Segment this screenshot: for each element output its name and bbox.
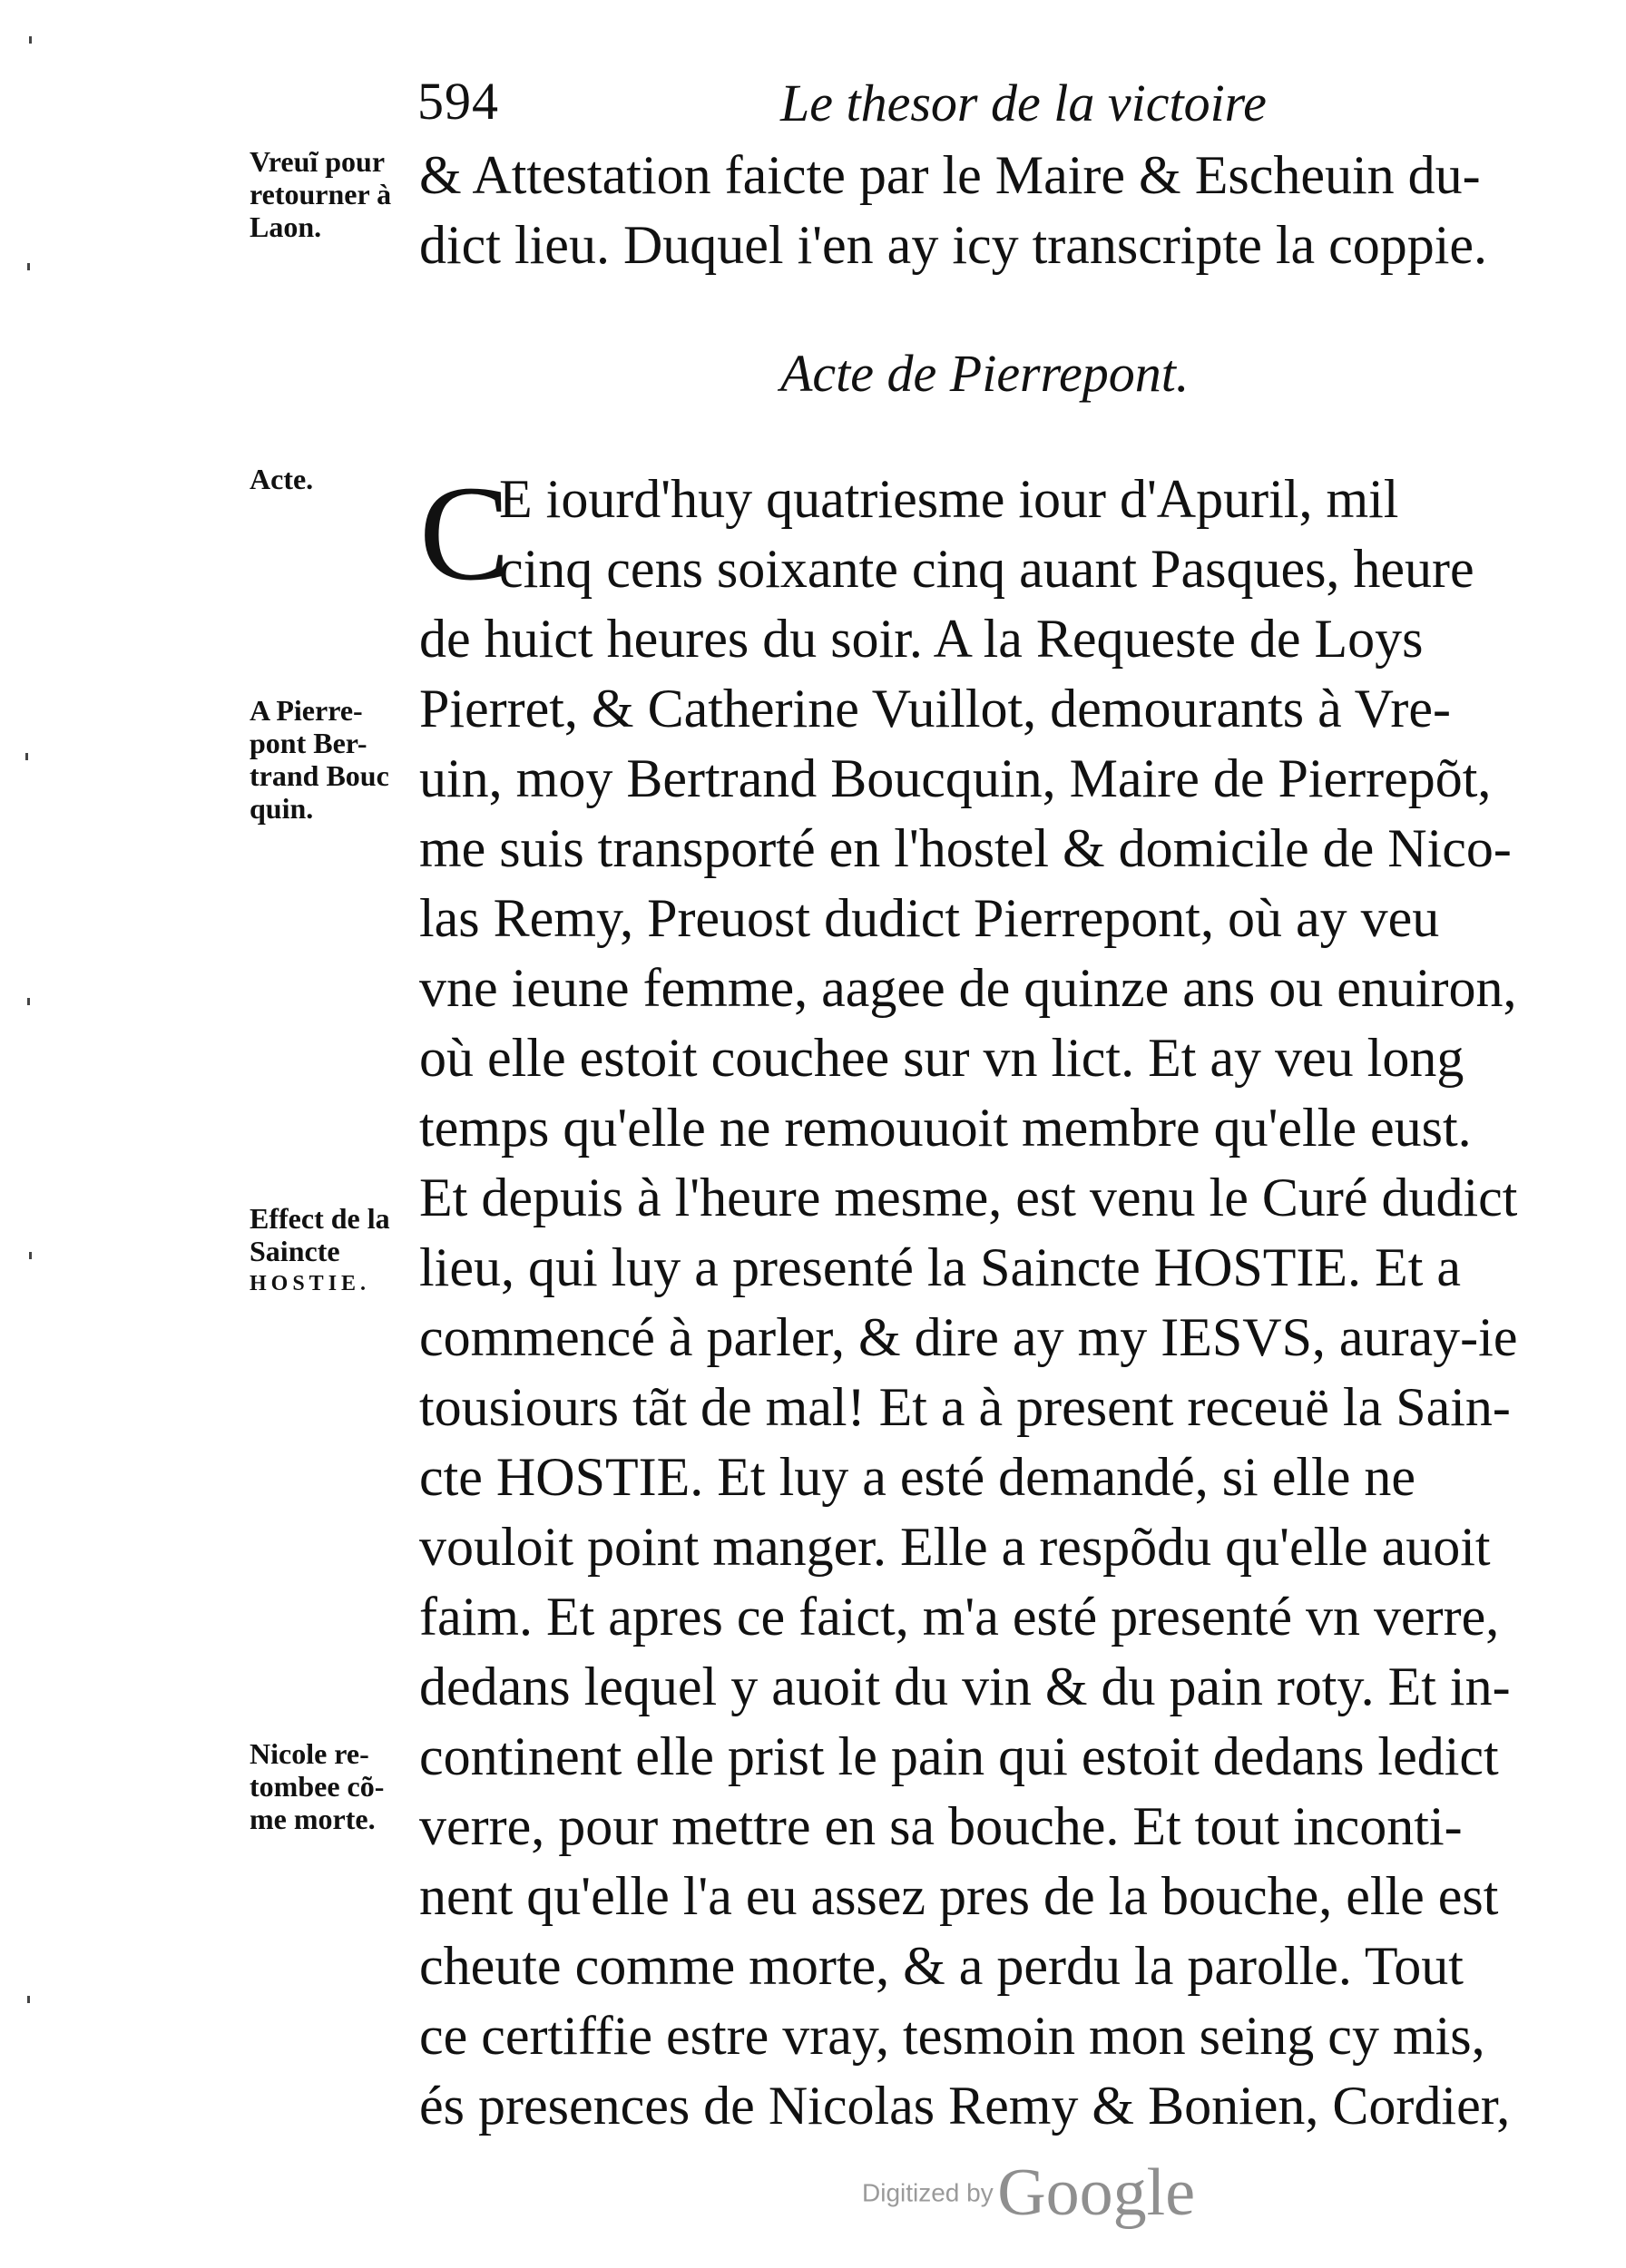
text-line: vouloit point manger. Elle a respõdu qu'elle auoit — [419, 1517, 1491, 1577]
text-line: où elle estoit couchee sur vn lict. Et ay veu long — [419, 1028, 1464, 1088]
text-line: me suis transporté en l'hostel & domicile de Nico- — [419, 818, 1512, 878]
text-line: las Remy, Preuost dudict Pierrepont, où ay veu — [419, 888, 1440, 948]
text-line: temps qu'elle ne remouuoit membre qu'elle eust. — [419, 1098, 1472, 1158]
scan-speck — [27, 263, 30, 270]
text-line: lieu, qui luy a presenté la Saincte HOSTIE. Et a — [419, 1237, 1461, 1297]
running-title: Le thesor de la victoire — [780, 73, 1267, 132]
margin-note-nicole: Nicole re- tombee cõ- me morte. — [250, 1737, 385, 1835]
text-line: dict lieu. Duquel i'en ay icy transcripte la coppie. — [419, 215, 1488, 275]
margin-note-pierrepont: A Pierre- pont Ber- trand Bouc quin. — [250, 694, 389, 825]
text-line: uin, moy Bertrand Boucquin, Maire de Pierrepõt, — [419, 748, 1492, 808]
digitized-watermark — [862, 2155, 1195, 2232]
scan-speck — [27, 1996, 30, 2003]
text-line: tousiours tãt de mal! Et a à present receuë la Sain- — [419, 1377, 1511, 1437]
margin-note-acte: Acte. — [250, 463, 314, 495]
text-line: commencé à parler, & dire ay my IESVS, auray-ie — [419, 1307, 1517, 1367]
text-line: cheute comme morte, & a perdu la parolle. Tout — [419, 1936, 1464, 1996]
text-line: cte HOSTIE. Et luy a esté demandé, si elle ne — [419, 1447, 1415, 1507]
text-line: & Attestation faicte par le Maire & Escheuin du- — [419, 145, 1481, 205]
text-line: Et depuis à l'heure mesme, est venu le Curé dudict — [419, 1168, 1517, 1227]
margin-note-vreuin: Vreuĩ pour retourner à Laon. — [250, 145, 392, 243]
scan-speck — [29, 1252, 32, 1259]
text-line: nent qu'elle l'a eu assez pres de la bouche, elle est — [419, 1866, 1499, 1926]
text-line: vne ieune femme, aagee de quinze ans ou enuiron, — [419, 958, 1517, 1018]
digitized-label: Digitized by — [862, 2178, 994, 2207]
scan-speck — [29, 36, 32, 44]
text-line: verre, pour mettre en sa bouche. Et tout inconti- — [419, 1796, 1463, 1856]
act-paragraph — [419, 458, 1517, 2141]
scan-speck — [27, 998, 30, 1005]
text-line: és presences de Nicolas Remy & Bonien, Cordier, — [419, 2076, 1511, 2136]
text-line: dedans lequel y auoit du vin & du pain roty. Et in- — [419, 1657, 1511, 1716]
google-logo: Google — [997, 2156, 1196, 2230]
drop-cap: C — [419, 458, 511, 609]
text-line: cinq cens soixante cinq auant Pasques, heure — [499, 539, 1474, 599]
margin-note-effect: Effect de la Saincte HOSTIE. — [250, 1202, 390, 1295]
text-line: continent elle prist le pain qui estoit dedans ledict — [419, 1726, 1499, 1786]
text-line: E iourd'huy quatriesme iour d'Apuril, mil — [499, 469, 1399, 529]
section-title: Acte de Pierrepont. — [780, 344, 1190, 403]
text-line: de huict heures du soir. A la Requeste de Loys — [419, 609, 1424, 669]
text-line: faim. Et apres ce faict, m'a esté presenté vn verre, — [419, 1587, 1500, 1647]
scan-speck — [25, 753, 28, 760]
text-line: Pierret, & Catherine Vuillot, demourants à Vre- — [419, 679, 1451, 738]
intro-paragraph — [419, 141, 1517, 280]
page-number: 594 — [417, 72, 499, 131]
text-line: ce certiffie estre vray, tesmoin mon seing cy mis, — [419, 2006, 1485, 2066]
